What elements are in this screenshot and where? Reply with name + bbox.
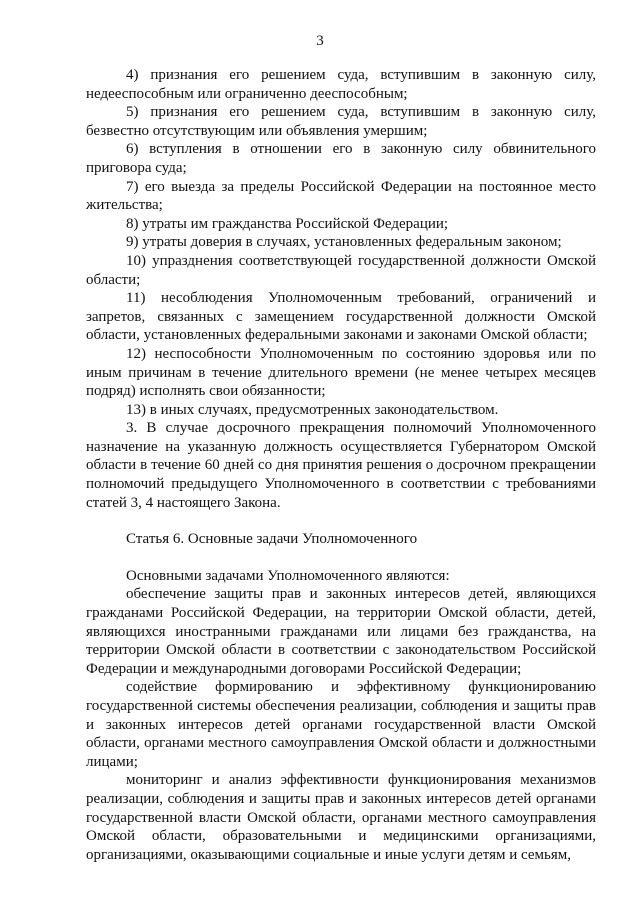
- page-number: 3: [316, 33, 324, 49]
- article-paragraph-2: содействие формированию и эффективному функционированию государственной системы обеспечения реализации, соблюдения и защиты прав и законных интересов детей органами государственной власти Омской области, органами местного самоуправления Омской области и должностными лицами;: [86, 679, 596, 770]
- paragraph-item-13: 13) в иных случаях, предусмотренных законодательством.: [126, 401, 499, 418]
- paragraph-item-12: 12) неспособности Уполномоченным по состоянию здоровья или по иным причинам в течение длительного времени (не менее четырех месяцев подряд) исполнять свои обязанности;: [86, 345, 596, 400]
- paragraph-item-10: 10) упразднения соответствующей государственной должности Омской области;: [86, 252, 596, 288]
- article-heading: Статья 6. Основные задачи Уполномоченного: [126, 531, 418, 548]
- paragraph-section-3: 3. В случае досрочного прекращения полномочий Уполномоченного назначение на указанную должность осуществляется Губернатором Омской области в течение 60 дней со дня принятия решения о досрочном прекращении полномочий предыдущего Уполномоченного в соответствии с требованиями статей 3, 4 настоящего Закона.: [86, 420, 596, 511]
- paragraph-item-9: 9) утраты доверия в случаях, установленных федеральным законом;: [126, 234, 562, 251]
- article-paragraph-3: мониторинг и анализ эффективности функционирования механизмов реализации, соблюдения и защиты прав и законных интересов детей органами государственной власти Омской области, органами местного самоуправления Омской области, образовательными и медицинскими организациями, организациями, оказывающими социальные и иные услуги детям и семьям,: [86, 772, 596, 863]
- article-paragraph-1: обеспечение защиты прав и законных интересов детей, являющихся гражданами Российской Федерации, на территории Омской области, детей, являющихся иностранными гражданами или лицами без гражданства, на территории Омской области в соответствии с законодательством Российской Федерации и международными договорами Российской Федерации;: [86, 586, 596, 677]
- paragraph-item-8: 8) утраты им гражданства Российской Федерации;: [126, 215, 449, 232]
- paragraph-item-5: 5) признания его решением суда, вступившим в законную силу, безвестно отсутствующим или объявления умершим;: [86, 104, 596, 139]
- document-body: [86, 66, 596, 864]
- paragraph-item-7: 7) его выезда за пределы Российской Федерации на постоянное место жительства;: [86, 178, 596, 214]
- paragraph-item-6: 6) вступления в отношении его в законную силу обвинительного приговора суда;: [86, 141, 596, 176]
- paragraph-item-11: 11) несоблюдения Уполномоченным требований, ограничений и запретов, связанных с замещением государственной должности Омской области, установленных федеральными законами и законами Омской области;: [86, 290, 596, 344]
- article-intro: Основными задачами Уполномоченного являются:: [126, 567, 450, 584]
- paragraph-item-4: 4) признания его решением суда, вступившим в законную силу, недееспособным или ограниченно дееспособным;: [86, 67, 596, 102]
